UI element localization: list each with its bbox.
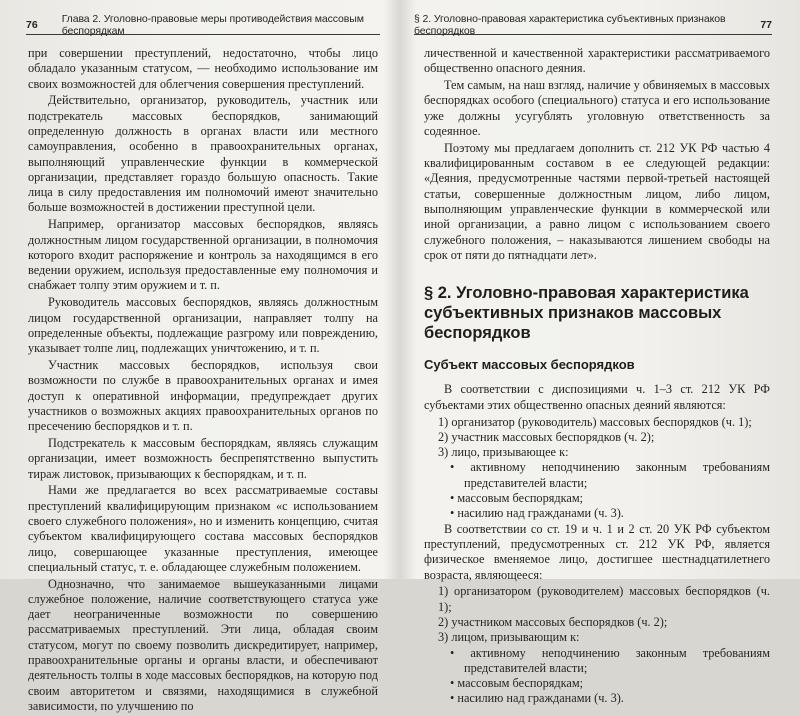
list-item: 2) участник массовых беспорядков (ч. 2); — [438, 429, 655, 444]
running-title: Глава 2. Уголовно-правовые меры противодействия массовым беспорядкам — [61, 13, 364, 37]
section-heading: § 2. Уголовно-правовая характеристика субъективных признаков массовых беспорядков — [424, 284, 749, 343]
paragraph: Участник массовых беспорядков, используя свои возможности по службе в правоохранительных органах и имея доступ к оперативной информации, предупреждает других участников о возможных акциях правоохранительных органов по пресечению беспорядков и т. п. — [28, 357, 378, 434]
paragraph: Нами же предлагается во всех рассматриваемые составы преступлений квалифицирующим признаком «с использованием своего служебного положения», но и изменить концепцию, считая субъектом квалифицирующего состава массовых беспорядков лицо, совершающее указанные преступления, имеющее специальный статус, т. е. обладающее служебным положением. — [28, 483, 378, 574]
paragraph: В соответствии со ст. 19 и ч. 1 и 2 ст. 20 УК РФ субъектом преступлений, предусмотренных ст. 212 УК РФ, является физическое вменяемое лицо, достигшее шестнадцатилетнего возраста, являющееся: — [424, 521, 770, 582]
list-subitem: • массовым беспорядкам; — [450, 676, 584, 691]
list-item: 1) организатор (руководитель) массовых беспорядков (ч. 1); — [438, 414, 752, 429]
paragraph: Тем самым, на наш взгляд, наличие у обвиняемых в массовых беспорядках особого (специального) статуса и его использование уже должны усугублять уголовную ответственность за содеянное. — [424, 78, 770, 138]
left-page-body — [28, 46, 378, 716]
paragraph: Действительно, организатор, руководитель, участник или подстрекатель массовых беспорядков, занимающий определенную должность в органах власти или местного самоуправления, особенно в правоохранительных органах, выполняющий управленческие функции в коммерческой организации, представляет гораздо большую опасность. Такие лица в силу предоставления им полномочий имеют значительно больше возможностей в достижении преступной цели. — [28, 93, 378, 215]
left-page-header — [26, 13, 380, 37]
list-item: 3) лицом, призывающим к: — [438, 630, 580, 645]
list-item: 3) лицо, призывающее к: — [438, 445, 569, 460]
page-number: 77 — [760, 19, 772, 31]
page-number: 76 — [26, 19, 38, 31]
right-page-header — [414, 13, 772, 37]
paragraph: Руководитель массовых беспорядков, являясь должностным лицом государственной организации, направляет толпу на определенные объекты, подлежащие разгрому или повреждению, указывает толпе лиц, подлежащих уничтожению, и т. п. — [28, 295, 378, 356]
list-subitem: • массовым беспорядкам; — [450, 491, 584, 506]
paragraph: Однозначно, что занимаемое вышеуказанными лицами служебное положение, наличие соответствующего статуса уже дает неограниченные возможности по совершению рассматриваемых преступлений. Эти лица, обладая своим статусом, могут по своему позволить дискредитирует, например, правоохранительные органы и органы власти, и обеспечивают деятельность толпы в ходе массовых беспорядков, на которую под своим авторитетом и связями, находящимися в служебной зависимости, по улучшению по — [28, 576, 378, 713]
list-item: 1) организатором (руководителем) массовых беспорядков (ч. 1); — [438, 584, 770, 614]
list-subitem: • активному неподчинению законным требованиям представителей власти; — [450, 645, 770, 675]
paragraph: Например, организатор массовых беспорядков, являясь должностным лицом государственной организации, в полномочия которого входит распоряжение и контроль за находящимся в его ведении оружием, используя предоставленные ему полномочия и снабжает толпу этим оружием и т. п. — [28, 217, 378, 293]
running-title: § 2. Уголовно-правовая характеристика субъективных признаков беспорядков — [414, 13, 726, 37]
paragraph: Подстрекатель к массовым беспорядкам, являясь служащим организации, имеет возможность беспрепятственно выпустить тираж листовок, призывающих к беспорядкам, и т. п. — [28, 435, 378, 481]
paragraph: Поэтому мы предлагаем дополнить ст. 212 УК РФ частью 4 квалифицированным составом в ее следующей редакции: «Деяния, предусмотренные частями первой-третьей настоящей статьи, совершенные должностным лицом, либо лицом, выполняющим управленческие функции в коммерческой или иной организации, а равно лицом с использованием своего служебного положения, – наказываются лишением свободы на срок от пяти до пятнадцати лет». — [424, 140, 770, 262]
list-item: 2) участником массовых беспорядков (ч. 2); — [438, 614, 668, 629]
list-subitem: • насилию над гражданами (ч. 3). — [450, 506, 624, 521]
list-subitem: • насилию над гражданами (ч. 3). — [450, 691, 624, 706]
right-page-body — [424, 46, 770, 707]
left-page — [0, 0, 400, 713]
paragraph: при совершении преступлений, недостаточно, чтобы лицо обладало указанным статусом, — необходимо использование им своих возможностей для облегчения совершения преступлений. — [28, 46, 378, 91]
paragraph: В соответствии с диспозициями ч. 1–3 ст. 212 УК РФ субъектами этих общественно опасных деяний являются: — [424, 382, 770, 412]
paragraph: личественной и качественной характеристики рассматриваемого общественно опасного деяния. — [424, 46, 770, 76]
list-subitem: • активному неподчинению законным требованиям представителей власти; — [450, 460, 770, 490]
subsection-heading: Субъект массовых беспорядков — [424, 357, 635, 373]
right-page — [400, 0, 800, 706]
